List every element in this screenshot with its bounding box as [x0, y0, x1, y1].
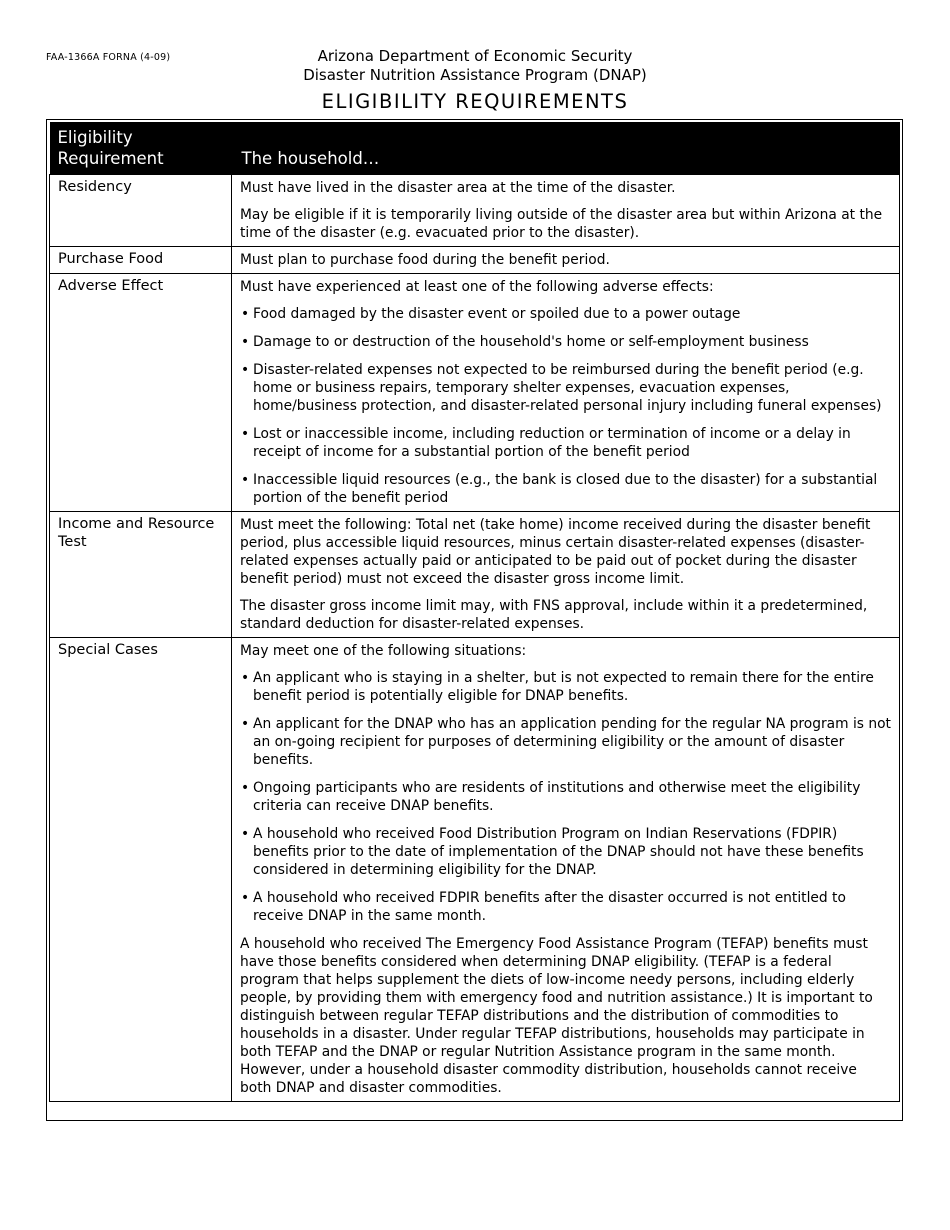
bullet-item — [240, 305, 891, 323]
paragraph: May be eligible if it is temporarily living outside of the disaster area but within Arizona at the time of the disaster (e.g. evacuated prior to the disaster). — [240, 207, 883, 241]
bullet-text: Food damaged by the disaster event or spoiled due to a power outage — [253, 306, 741, 322]
bullet-item — [240, 471, 891, 507]
bullet-text: Damage to or destruction of the household's home or self-employment business — [253, 334, 809, 350]
paragraph: May meet one of the following situations: — [240, 643, 527, 659]
bullet-item — [240, 825, 891, 879]
description-cell — [232, 512, 900, 638]
paragraph: Must have lived in the disaster area at the time of the disaster. — [240, 180, 676, 196]
bullet-item — [240, 779, 891, 815]
bullet-icon: • — [241, 472, 250, 488]
bullet-text: A household who received FDPIR benefits after the disaster occurred is not entitled to receive DNAP in the same month. — [253, 890, 846, 924]
bullet-icon: • — [241, 362, 250, 378]
paragraph: Must plan to purchase food during the benefit period. — [240, 252, 610, 268]
table-header-row — [50, 122, 900, 175]
description-cell — [232, 274, 900, 512]
description-cell — [232, 638, 900, 1102]
agency-name: Arizona Department of Economic Security — [317, 47, 633, 65]
bullet-text: Ongoing participants who are residents of institutions and otherwise meet the eligibility criteria can receive DNAP benefits. — [253, 780, 861, 814]
form-number: FAA-1366A FORNA (4-09) — [46, 52, 171, 63]
requirement-cell: Special Cases — [50, 638, 232, 1102]
paragraph: Must have experienced at least one of the following adverse effects: — [240, 279, 714, 295]
header-eligibility-requirement: Eligibility Requirement — [50, 122, 232, 175]
bullet-text: An applicant who is staying in a shelter, but is not expected to remain there for the entire benefit period is potentially eligible for DNAP benefits. — [253, 670, 874, 704]
bullet-text: Lost or inaccessible income, including reduction or termination of income or a delay in receipt of income for a substantial portion of the benefit period — [253, 426, 851, 460]
bullet-icon: • — [241, 306, 250, 322]
bullet-item — [240, 889, 891, 925]
bullet-icon: • — [241, 426, 250, 442]
requirement-cell: Income and Resource Test — [50, 512, 232, 638]
eligibility-table — [49, 122, 900, 1102]
page-title: ELIGIBILITY REQUIREMENTS — [321, 90, 629, 113]
bullet-item — [240, 669, 891, 705]
bullet-text: Disaster-related expenses not expected to be reimbursed during the benefit period (e.g. home or business repairs, temporary shelter expenses, evacuation expenses, home/business protection, and disaster-related personal injury including funeral expenses) — [253, 362, 882, 414]
table-row — [50, 175, 900, 247]
table-row — [50, 274, 900, 512]
bullet-icon: • — [241, 716, 250, 732]
bullet-item — [240, 333, 891, 351]
bullet-text: A household who received Food Distribution Program on Indian Reservations (FDPIR) benefits prior to the date of implementation of the DNAP should not have these benefits considered in determining eligibility for the DNAP. — [253, 826, 864, 878]
description-cell — [232, 175, 900, 247]
paragraph: A household who received The Emergency Food Assistance Program (TEFAP) benefits must have those benefits considered when determining DNAP eligibility. (TEFAP is a federal program that helps supplement the diets of low-income needy persons, including elderly people, by providing them with emergency food and nutrition assistance.) It is important to distinguish between regular TEFAP distributions and the distribution of commodities to households in a disaster. Under regular TEFAP distributions, households may participate in both TEFAP and the DNAP or regular Nutrition Assistance program in the same month. However, under a household disaster commodity distribution, households cannot receive both DNAP and disaster commodities. — [240, 936, 873, 1096]
bullet-text: Inaccessible liquid resources (e.g., the bank is closed due to the disaster) for a substantial portion of the benefit period — [253, 472, 878, 506]
requirement-cell: Residency — [50, 175, 232, 247]
bullet-item — [240, 715, 891, 769]
bullet-item — [240, 425, 891, 461]
header-the-household: The household… — [232, 122, 900, 175]
program-name: Disaster Nutrition Assistance Program (DNAP) — [303, 66, 647, 84]
requirement-cell: Purchase Food — [50, 247, 232, 274]
table-row — [50, 638, 900, 1102]
bullet-icon: • — [241, 670, 250, 686]
table-row — [50, 247, 900, 274]
agency-header — [0, 47, 950, 85]
bullet-icon: • — [241, 334, 250, 350]
paragraph: The disaster gross income limit may, with FNS approval, include within it a predetermined, standard deduction for disaster-related expenses. — [240, 598, 868, 632]
paragraph: Must meet the following: Total net (take home) income received during the disaster benefit period, plus accessible liquid resources, minus certain disaster-related expenses (disaster-related expenses actually paid or anticipated to be paid out of pocket during the disaster benefit period) must not exceed the disaster gross income limit. — [240, 517, 871, 587]
description-cell — [232, 247, 900, 274]
bullet-text: An applicant for the DNAP who has an application pending for the regular NA program is not an on-going recipient for purposes of determining eligibility or the amount of disaster benefits. — [253, 716, 891, 768]
bullet-icon: • — [241, 890, 250, 906]
requirement-cell: Adverse Effect — [50, 274, 232, 512]
bullet-item — [240, 361, 891, 415]
eligibility-table-frame — [46, 119, 903, 1121]
table-body — [50, 175, 900, 1102]
table-row — [50, 512, 900, 638]
bullet-icon: • — [241, 826, 250, 842]
bullet-icon: • — [241, 780, 250, 796]
